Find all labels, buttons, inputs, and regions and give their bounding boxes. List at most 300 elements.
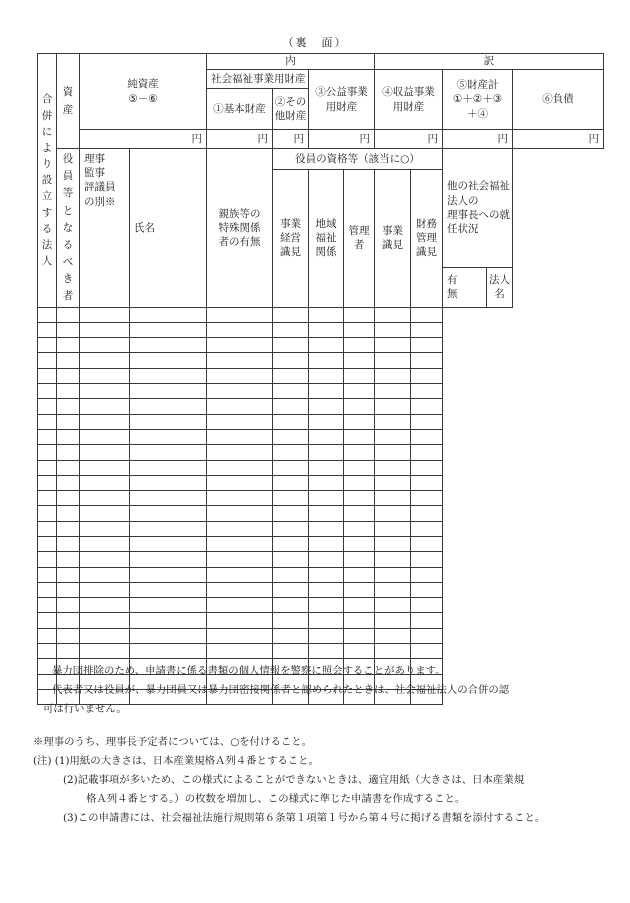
- qual-community-cell[interactable]: [207, 414, 273, 429]
- corp-name-cell[interactable]: [411, 307, 443, 322]
- public-interest-assets-value: 円: [309, 130, 375, 149]
- corp-name-cell[interactable]: [411, 338, 443, 353]
- has-cell[interactable]: [375, 384, 411, 399]
- role-type-cell[interactable]: [38, 521, 57, 536]
- qual-manager-cell[interactable]: [273, 460, 309, 475]
- qual-business-insight-cell[interactable]: [309, 644, 344, 659]
- qual-finance-cell[interactable]: [344, 475, 375, 490]
- qual-business-cell[interactable]: [130, 628, 207, 643]
- qual-business-cell[interactable]: [130, 552, 207, 567]
- name-cell[interactable]: [57, 414, 80, 429]
- qual-business-insight-cell[interactable]: [309, 384, 344, 399]
- name-cell[interactable]: [57, 368, 80, 383]
- qual-finance-cell[interactable]: [344, 445, 375, 460]
- qual-community-cell[interactable]: [207, 475, 273, 490]
- qual-business-insight-cell[interactable]: [309, 613, 344, 628]
- qual-community-cell[interactable]: [207, 429, 273, 444]
- qual-finance-cell[interactable]: [344, 414, 375, 429]
- name-cell[interactable]: [57, 491, 80, 506]
- qual-community-cell[interactable]: [207, 353, 273, 368]
- qual-business-cell[interactable]: [130, 582, 207, 597]
- officer-row: [38, 338, 604, 353]
- role-type-cell[interactable]: [38, 567, 57, 582]
- name-cell[interactable]: [57, 322, 80, 337]
- qual-business-insight-cell[interactable]: [309, 537, 344, 552]
- special-relation-cell[interactable]: [80, 384, 130, 399]
- corp-name-cell[interactable]: [411, 537, 443, 552]
- qual-business-insight-cell[interactable]: [309, 338, 344, 353]
- qual-manager-cell[interactable]: [273, 322, 309, 337]
- special-relation-cell[interactable]: [80, 338, 130, 353]
- qual-finance-cell[interactable]: [344, 521, 375, 536]
- liabilities-value: 円: [513, 130, 604, 149]
- qual-community-cell[interactable]: [207, 368, 273, 383]
- has-cell[interactable]: [375, 491, 411, 506]
- qual-community-cell[interactable]: [207, 521, 273, 536]
- qual-business-insight-cell[interactable]: [309, 491, 344, 506]
- role-type-cell[interactable]: [38, 628, 57, 643]
- qual-manager-cell[interactable]: [273, 429, 309, 444]
- qual-business-cell[interactable]: [130, 338, 207, 353]
- has-cell[interactable]: [375, 537, 411, 552]
- has-cell[interactable]: [375, 598, 411, 613]
- officer-row: [38, 567, 604, 582]
- qual-community-cell[interactable]: [207, 384, 273, 399]
- qual-manager-cell[interactable]: [273, 445, 309, 460]
- special-relation-cell[interactable]: [80, 460, 130, 475]
- qual-business-cell[interactable]: [130, 537, 207, 552]
- qual-manager-cell[interactable]: [273, 384, 309, 399]
- qual-finance-header-line: 管理: [416, 232, 437, 245]
- qual-community-cell[interactable]: [207, 628, 273, 643]
- role-type-cell[interactable]: [38, 338, 57, 353]
- has-cell[interactable]: [375, 338, 411, 353]
- officer-row: [38, 644, 604, 659]
- name-cell[interactable]: [57, 384, 80, 399]
- qual-finance-cell[interactable]: [344, 322, 375, 337]
- qual-business-cell[interactable]: [130, 368, 207, 383]
- officer-row: [38, 475, 604, 490]
- qual-finance-cell[interactable]: [344, 506, 375, 521]
- qual-finance-cell[interactable]: [344, 567, 375, 582]
- special-relation-cell[interactable]: [80, 628, 130, 643]
- has-header: [443, 267, 487, 307]
- role-type-header-line: 理事: [84, 153, 105, 165]
- qual-manager-cell[interactable]: [273, 598, 309, 613]
- corp-name-cell[interactable]: [411, 521, 443, 536]
- role-type-cell[interactable]: [38, 368, 57, 383]
- role-type-cell[interactable]: [38, 475, 57, 490]
- role-type-cell[interactable]: [38, 582, 57, 597]
- qual-business-cell[interactable]: [130, 475, 207, 490]
- officer-row: [38, 613, 604, 628]
- qual-business-insight-cell[interactable]: [309, 399, 344, 414]
- qual-business-cell[interactable]: [130, 491, 207, 506]
- name-cell[interactable]: [57, 506, 80, 521]
- corp-name-cell[interactable]: [411, 368, 443, 383]
- qual-community-cell[interactable]: [207, 338, 273, 353]
- corp-name-cell[interactable]: [411, 384, 443, 399]
- qual-finance-cell[interactable]: [344, 613, 375, 628]
- has-cell[interactable]: [375, 552, 411, 567]
- name-cell[interactable]: [57, 567, 80, 582]
- revenue-assets-value: 円: [375, 130, 443, 149]
- qual-business-insight-cell[interactable]: [309, 552, 344, 567]
- qual-manager-cell[interactable]: [273, 537, 309, 552]
- qual-finance-cell[interactable]: [344, 338, 375, 353]
- role-type-cell[interactable]: [38, 552, 57, 567]
- has-cell[interactable]: [375, 613, 411, 628]
- merged-corporation-label-line: 立: [41, 190, 53, 203]
- corp-name-cell[interactable]: [411, 567, 443, 582]
- has-cell[interactable]: [375, 414, 411, 429]
- qual-business-cell[interactable]: [130, 384, 207, 399]
- qual-manager-cell[interactable]: [273, 521, 309, 536]
- qual-business-cell[interactable]: [130, 399, 207, 414]
- qual-business-insight-cell[interactable]: [309, 582, 344, 597]
- qual-finance-header-line: 識見: [416, 246, 437, 259]
- name-cell[interactable]: [57, 353, 80, 368]
- corp-name-cell[interactable]: [411, 414, 443, 429]
- assets-label: [57, 54, 80, 149]
- qual-business-insight-cell[interactable]: [309, 521, 344, 536]
- corp-name-cell[interactable]: [411, 460, 443, 475]
- qual-manager-cell[interactable]: [273, 475, 309, 490]
- special-relation-cell[interactable]: [80, 644, 130, 659]
- officers-label-line: 員: [62, 170, 74, 183]
- name-cell[interactable]: [57, 307, 80, 322]
- officer-row: [38, 628, 604, 643]
- qual-community-cell[interactable]: [207, 613, 273, 628]
- qual-manager-header-line: 管理: [348, 225, 370, 238]
- has-cell[interactable]: [375, 445, 411, 460]
- qual-finance-cell[interactable]: [344, 537, 375, 552]
- qual-manager-cell[interactable]: [273, 567, 309, 582]
- qual-finance-cell[interactable]: [344, 399, 375, 414]
- notes-asterisk: ※理事のうち、理事長予定者については、○を付けること。: [33, 736, 313, 748]
- name-header: 氏名: [130, 149, 207, 308]
- qual-business-insight-cell[interactable]: [309, 445, 344, 460]
- officers-label: [57, 149, 80, 308]
- merger-application-form: [37, 53, 604, 705]
- qual-business-header-line: 識見: [280, 246, 301, 259]
- notes-note3: (3)この申請書には、社会福祉法施行規則第６条第１項第１号から第４号に掲げる書類を添付すること。: [63, 812, 546, 824]
- qual-community-cell[interactable]: [207, 598, 273, 613]
- name-cell[interactable]: [57, 445, 80, 460]
- qual-community-cell[interactable]: [207, 537, 273, 552]
- name-cell[interactable]: [57, 628, 80, 643]
- qual-business-insight-cell[interactable]: [309, 567, 344, 582]
- officer-row: [38, 429, 604, 444]
- qual-finance-cell[interactable]: [344, 307, 375, 322]
- role-type-cell[interactable]: [38, 322, 57, 337]
- liabilities-header: ⑥負債: [513, 70, 604, 130]
- name-cell[interactable]: [57, 613, 80, 628]
- qual-business-cell[interactable]: [130, 521, 207, 536]
- qual-community-header: [309, 170, 344, 308]
- role-type-cell[interactable]: [38, 491, 57, 506]
- qual-business-cell[interactable]: [130, 613, 207, 628]
- other-assets-header: ②その他財産: [273, 89, 309, 130]
- special-relation-cell[interactable]: [80, 368, 130, 383]
- name-cell[interactable]: [57, 582, 80, 597]
- name-cell[interactable]: [57, 475, 80, 490]
- has-cell[interactable]: [375, 399, 411, 414]
- corp-name-cell[interactable]: [411, 429, 443, 444]
- special-relation-cell[interactable]: [80, 506, 130, 521]
- qual-business-cell[interactable]: [130, 429, 207, 444]
- qual-community-cell[interactable]: [207, 644, 273, 659]
- qualifications-header: 役員の資格等（該当に○）: [273, 149, 443, 170]
- qual-manager-cell[interactable]: [273, 628, 309, 643]
- qual-finance-cell[interactable]: [344, 582, 375, 597]
- corp-name-cell[interactable]: [411, 582, 443, 597]
- qual-manager-cell[interactable]: [273, 644, 309, 659]
- qual-finance-cell[interactable]: [344, 644, 375, 659]
- qual-manager-cell[interactable]: [273, 399, 309, 414]
- corp-name-cell[interactable]: [411, 399, 443, 414]
- revenue-assets-header: [375, 70, 443, 130]
- qual-business-insight-cell[interactable]: [309, 368, 344, 383]
- qual-finance-header-line: 財務: [416, 218, 437, 231]
- has-cell[interactable]: [375, 353, 411, 368]
- role-type-cell[interactable]: [38, 613, 57, 628]
- other-corp-header-line: 理事長への就任状況: [447, 208, 510, 235]
- qual-finance-cell[interactable]: [344, 353, 375, 368]
- qual-business-insight-header-line: 事業: [382, 225, 403, 238]
- qual-business-insight-cell[interactable]: [309, 506, 344, 521]
- qual-finance-cell[interactable]: [344, 491, 375, 506]
- qual-manager-cell[interactable]: [273, 491, 309, 506]
- has-cell[interactable]: [375, 506, 411, 521]
- qual-manager-cell[interactable]: [273, 368, 309, 383]
- name-cell[interactable]: [57, 552, 80, 567]
- qual-business-insight-cell[interactable]: [309, 353, 344, 368]
- notes-para2-line2: 可は行いません。: [43, 703, 127, 715]
- qual-business-insight-cell[interactable]: [309, 414, 344, 429]
- qual-finance-cell[interactable]: [344, 628, 375, 643]
- name-cell[interactable]: [57, 338, 80, 353]
- role-type-cell[interactable]: [38, 353, 57, 368]
- qual-finance-cell[interactable]: [344, 429, 375, 444]
- qual-community-cell[interactable]: [207, 399, 273, 414]
- special-relation-header-line: 者の有無: [218, 235, 261, 248]
- has-cell[interactable]: [375, 644, 411, 659]
- officers-label-line: な: [62, 221, 74, 234]
- special-relation-cell[interactable]: [80, 429, 130, 444]
- qual-community-cell[interactable]: [207, 307, 273, 322]
- qual-community-cell[interactable]: [207, 445, 273, 460]
- qual-business-insight-cell[interactable]: [309, 307, 344, 322]
- special-relation-cell[interactable]: [80, 307, 130, 322]
- corp-name-cell[interactable]: [411, 598, 443, 613]
- role-type-cell[interactable]: [38, 445, 57, 460]
- has-cell[interactable]: [375, 368, 411, 383]
- qual-business-cell[interactable]: [130, 353, 207, 368]
- special-relation-cell[interactable]: [80, 491, 130, 506]
- corp-name-cell[interactable]: [411, 475, 443, 490]
- corp-name-cell[interactable]: [411, 552, 443, 567]
- role-type-cell[interactable]: [38, 429, 57, 444]
- qual-business-insight-cell[interactable]: [309, 628, 344, 643]
- corp-name-cell[interactable]: [411, 322, 443, 337]
- qual-business-insight-cell[interactable]: [309, 475, 344, 490]
- qual-finance-cell[interactable]: [344, 384, 375, 399]
- total-assets-value: 円: [443, 130, 513, 149]
- corp-name-cell[interactable]: [411, 353, 443, 368]
- qual-manager-cell[interactable]: [273, 353, 309, 368]
- qual-business-cell[interactable]: [130, 414, 207, 429]
- special-relation-cell[interactable]: [80, 445, 130, 460]
- corp-name-cell[interactable]: [411, 491, 443, 506]
- qual-manager-cell[interactable]: [273, 613, 309, 628]
- officer-row: [38, 414, 604, 429]
- breakdown-left-header: 内: [207, 54, 375, 70]
- has-cell[interactable]: [375, 582, 411, 597]
- special-relation-cell[interactable]: [80, 567, 130, 582]
- special-relation-cell[interactable]: [80, 414, 130, 429]
- qual-business-cell[interactable]: [130, 644, 207, 659]
- special-relation-cell[interactable]: [80, 521, 130, 536]
- notes-note2-line2: 格Ａ列４番とする。）の枚数を増加し、この様式に準じた申請書を作成すること。: [86, 793, 466, 805]
- qual-community-header-line: 地域: [315, 218, 337, 231]
- has-cell[interactable]: [375, 429, 411, 444]
- qual-community-cell[interactable]: [207, 582, 273, 597]
- total-assets-header-line: ⑤財産計: [456, 79, 499, 92]
- notes-para1: 暴力団排除のため、申請書に係る書類の個人情報を警察に照会することがあります。: [52, 665, 446, 677]
- has-cell[interactable]: [375, 460, 411, 475]
- qual-business-cell[interactable]: [130, 506, 207, 521]
- qual-business-insight-cell[interactable]: [309, 598, 344, 613]
- role-type-cell[interactable]: [38, 598, 57, 613]
- qual-business-cell[interactable]: [130, 598, 207, 613]
- role-type-cell[interactable]: [38, 644, 57, 659]
- has-cell[interactable]: [375, 307, 411, 322]
- qual-business-header: [273, 170, 309, 308]
- special-relation-header-line: 親族等の: [218, 207, 261, 220]
- qual-business-insight-cell[interactable]: [309, 460, 344, 475]
- name-cell[interactable]: [57, 537, 80, 552]
- special-relation-cell[interactable]: [80, 552, 130, 567]
- qual-finance-cell[interactable]: [344, 368, 375, 383]
- special-relation-cell[interactable]: [80, 598, 130, 613]
- name-cell[interactable]: [57, 521, 80, 536]
- name-cell[interactable]: [57, 598, 80, 613]
- merged-corporation-label-line: り: [41, 158, 53, 171]
- total-assets-header-line: ①＋②＋③: [452, 93, 503, 106]
- role-type-cell[interactable]: [38, 537, 57, 552]
- has-header-line: 無: [447, 288, 458, 301]
- qual-finance-cell[interactable]: [344, 552, 375, 567]
- other-corp-header: [443, 149, 513, 268]
- name-cell[interactable]: [57, 644, 80, 659]
- corp-name-cell[interactable]: [411, 506, 443, 521]
- officers-label-line: 役: [62, 153, 74, 165]
- officers-label-line: 等: [62, 187, 74, 200]
- qual-manager-cell[interactable]: [273, 414, 309, 429]
- name-cell[interactable]: [57, 399, 80, 414]
- role-type-cell[interactable]: [38, 307, 57, 322]
- officer-row: [38, 521, 604, 536]
- special-relation-cell[interactable]: [80, 475, 130, 490]
- qual-community-cell[interactable]: [207, 506, 273, 521]
- special-relation-cell[interactable]: [80, 613, 130, 628]
- net-assets-header: [80, 54, 207, 130]
- role-type-header: [80, 149, 130, 308]
- has-cell[interactable]: [375, 521, 411, 536]
- corp-name-cell[interactable]: [411, 628, 443, 643]
- role-type-cell[interactable]: [38, 414, 57, 429]
- qual-finance-cell[interactable]: [344, 598, 375, 613]
- corp-name-header: 法人名: [487, 267, 513, 307]
- qual-business-cell[interactable]: [130, 307, 207, 322]
- has-cell[interactable]: [375, 322, 411, 337]
- qual-business-header-line: 経営: [280, 232, 301, 245]
- assets-label-line: 資: [62, 86, 74, 99]
- corp-name-cell[interactable]: [411, 644, 443, 659]
- special-relation-cell[interactable]: [80, 537, 130, 552]
- qual-business-insight-cell[interactable]: [309, 429, 344, 444]
- qual-manager-header-line: 者: [353, 239, 365, 252]
- qual-community-cell[interactable]: [207, 567, 273, 582]
- qual-finance-cell[interactable]: [344, 460, 375, 475]
- has-cell[interactable]: [375, 475, 411, 490]
- revenue-assets-header-line: ④収益事業: [382, 86, 435, 99]
- merged-corporation-label-line: よ: [41, 141, 53, 154]
- qual-manager-cell[interactable]: [273, 307, 309, 322]
- corp-name-cell[interactable]: [411, 445, 443, 460]
- has-header-line: 有: [447, 273, 458, 286]
- qual-manager-cell[interactable]: [273, 506, 309, 521]
- qual-community-cell[interactable]: [207, 322, 273, 337]
- qual-manager-cell[interactable]: [273, 552, 309, 567]
- qual-manager-cell[interactable]: [273, 338, 309, 353]
- qual-business-cell[interactable]: [130, 460, 207, 475]
- qual-business-cell[interactable]: [130, 322, 207, 337]
- notes-note2-line1: (2)記載事項が多いため、この様式によることができないときは、適宜用紙（大きさは、日本産業規: [63, 774, 525, 786]
- qual-community-cell[interactable]: [207, 460, 273, 475]
- role-type-cell[interactable]: [38, 399, 57, 414]
- qual-business-cell[interactable]: [130, 567, 207, 582]
- role-type-cell[interactable]: [38, 384, 57, 399]
- special-relation-cell[interactable]: [80, 582, 130, 597]
- special-relation-cell[interactable]: [80, 322, 130, 337]
- name-cell[interactable]: [57, 429, 80, 444]
- basic-assets-value: 円: [207, 130, 273, 149]
- qual-business-cell[interactable]: [130, 445, 207, 460]
- corp-name-cell[interactable]: [411, 613, 443, 628]
- officer-row: [38, 506, 604, 521]
- assets-label-line: 産: [62, 103, 74, 116]
- merged-corporation-label-line: 設: [41, 174, 53, 187]
- qual-manager-cell[interactable]: [273, 582, 309, 597]
- merged-corporation-label-line: 法: [41, 238, 53, 251]
- role-type-cell[interactable]: [38, 506, 57, 521]
- public-interest-assets-header-line: ③公益事業: [315, 86, 368, 99]
- has-cell[interactable]: [375, 628, 411, 643]
- role-type-cell[interactable]: [38, 460, 57, 475]
- name-cell[interactable]: [57, 460, 80, 475]
- special-relation-cell[interactable]: [80, 353, 130, 368]
- special-relation-cell[interactable]: [80, 399, 130, 414]
- has-cell[interactable]: [375, 567, 411, 582]
- qual-community-cell[interactable]: [207, 552, 273, 567]
- role-type-header-line: 評議員: [84, 181, 116, 194]
- merged-corporation-label-line: る: [41, 222, 53, 235]
- qual-community-cell[interactable]: [207, 491, 273, 506]
- public-interest-assets-header: [309, 70, 375, 130]
- qual-business-insight-cell[interactable]: [309, 322, 344, 337]
